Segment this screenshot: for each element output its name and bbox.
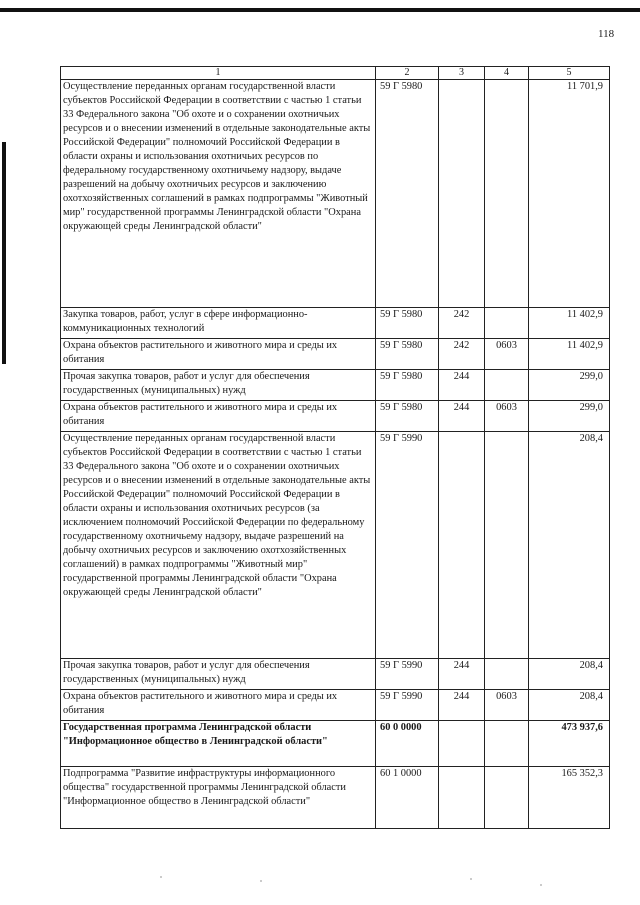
amount: 11 402,9 [529, 339, 610, 370]
amount: 165 352,3 [529, 767, 610, 829]
header-cell: 1 [61, 67, 376, 80]
expense-type [439, 767, 485, 829]
amount: 299,0 [529, 370, 610, 401]
target-code: 59 Г 5980 [376, 401, 439, 432]
expense-type [439, 432, 485, 659]
row-name: Закупка товаров, работ, услуг в сфере информационно-коммуникационных технологий [61, 308, 376, 339]
target-code: 59 Г 5990 [376, 690, 439, 721]
row-name: Охрана объектов растительного и животного мира и среды их обитания [61, 401, 376, 432]
expense-type: 244 [439, 659, 485, 690]
binding-mark [2, 142, 6, 364]
table-row [61, 767, 610, 829]
expense-type: 244 [439, 370, 485, 401]
amount: 208,4 [529, 690, 610, 721]
table-row [61, 308, 610, 339]
amount: 208,4 [529, 432, 610, 659]
section-code [485, 767, 529, 829]
header-cell: 4 [485, 67, 529, 80]
scan-speck [260, 880, 262, 882]
page-number: 118 [598, 28, 615, 40]
row-name: Охрана объектов растительного и животного мира и среды их обитания [61, 690, 376, 721]
row-name: Осуществление переданных органам государственной власти субъектов Российской Федерации в соответствии с частью 1 статьи 33 Федерального закона "Об охоте и о сохранении охотничьих ресурсов и о внесении изменений в отдельные законодательные акты Российской Федерации" полномочий Российской Федерации в области охраны и использования охотничьих ресурсов по федеральному государственному охотничьему надзору, выдаче разрешений на добычу охотничьих ресурсов и заключению охотхозяйственных соглашений в рамках подпрограммы "Животный мир" государственной программы Ленинградской области "Охрана окружающей среды Ленинградской области" [61, 80, 376, 308]
section-code [485, 721, 529, 767]
expense-type: 242 [439, 339, 485, 370]
table-row [61, 80, 610, 308]
amount: 299,0 [529, 401, 610, 432]
table-row [61, 339, 610, 370]
table-row [61, 659, 610, 690]
expense-type: 242 [439, 308, 485, 339]
amount: 11 701,9 [529, 80, 610, 308]
row-name: Подпрограмма "Развитие инфраструктуры информационного общества" государственной программы Ленинградской области "Информационное общество в Ленинградской области" [61, 767, 376, 829]
target-code: 59 Г 5980 [376, 370, 439, 401]
section-code: 0603 [485, 339, 529, 370]
target-code: 59 Г 5990 [376, 659, 439, 690]
target-code: 59 Г 5980 [376, 80, 439, 308]
row-name: Прочая закупка товаров, работ и услуг для обеспечения государственных (муниципальных) нужд [61, 370, 376, 401]
target-code: 60 0 0000 [376, 721, 439, 767]
expense-type: 244 [439, 401, 485, 432]
section-code [485, 370, 529, 401]
row-name: Государственная программа Ленинградской области "Информационное общество в Ленинградской области" [61, 721, 376, 767]
table-header-row [61, 67, 610, 80]
section-code [485, 432, 529, 659]
table-row [61, 432, 610, 659]
scan-speck [540, 884, 542, 886]
section-code: 0603 [485, 690, 529, 721]
table-row [61, 690, 610, 721]
row-name: Осуществление переданных органам государственной власти субъектов Российской Федерации в соответствии с частью 1 статьи 33 Федерального закона "Об охоте и о сохранении охотничьих ресурсов и о внесении изменений в отдельные законодательные акты Российской Федерации" полномочий Российской Федерации в области охраны и использования охотничьих ресурсов (за исключением полномочий Российской Федерации по федеральному государственному охотничьему надзору, выдаче разрешений на добычу охотничьих ресурсов и заключению охотхозяйственных соглашений) в рамках подпрограммы "Животный мир" государственной программы Ленинградской области "Охрана окружающей среды Ленинградской области" [61, 432, 376, 659]
budget-table [60, 66, 610, 829]
amount: 208,4 [529, 659, 610, 690]
section-code [485, 80, 529, 308]
scan-speck [470, 878, 472, 880]
target-code: 59 Г 5980 [376, 308, 439, 339]
header-cell: 5 [529, 67, 610, 80]
section-code: 0603 [485, 401, 529, 432]
row-name: Прочая закупка товаров, работ и услуг для обеспечения государственных (муниципальных) нужд [61, 659, 376, 690]
header-cell: 3 [439, 67, 485, 80]
expense-type [439, 721, 485, 767]
target-code: 60 1 0000 [376, 767, 439, 829]
expense-type [439, 80, 485, 308]
scan-speck [160, 876, 162, 878]
header-cell: 2 [376, 67, 439, 80]
amount: 473 937,6 [529, 721, 610, 767]
table-row [61, 370, 610, 401]
table-row-program [61, 721, 610, 767]
expense-type: 244 [439, 690, 485, 721]
section-code [485, 308, 529, 339]
table-row [61, 401, 610, 432]
target-code: 59 Г 5980 [376, 339, 439, 370]
section-code [485, 659, 529, 690]
top-rule [0, 8, 640, 12]
amount: 11 402,9 [529, 308, 610, 339]
row-name: Охрана объектов растительного и животного мира и среды их обитания [61, 339, 376, 370]
target-code: 59 Г 5990 [376, 432, 439, 659]
